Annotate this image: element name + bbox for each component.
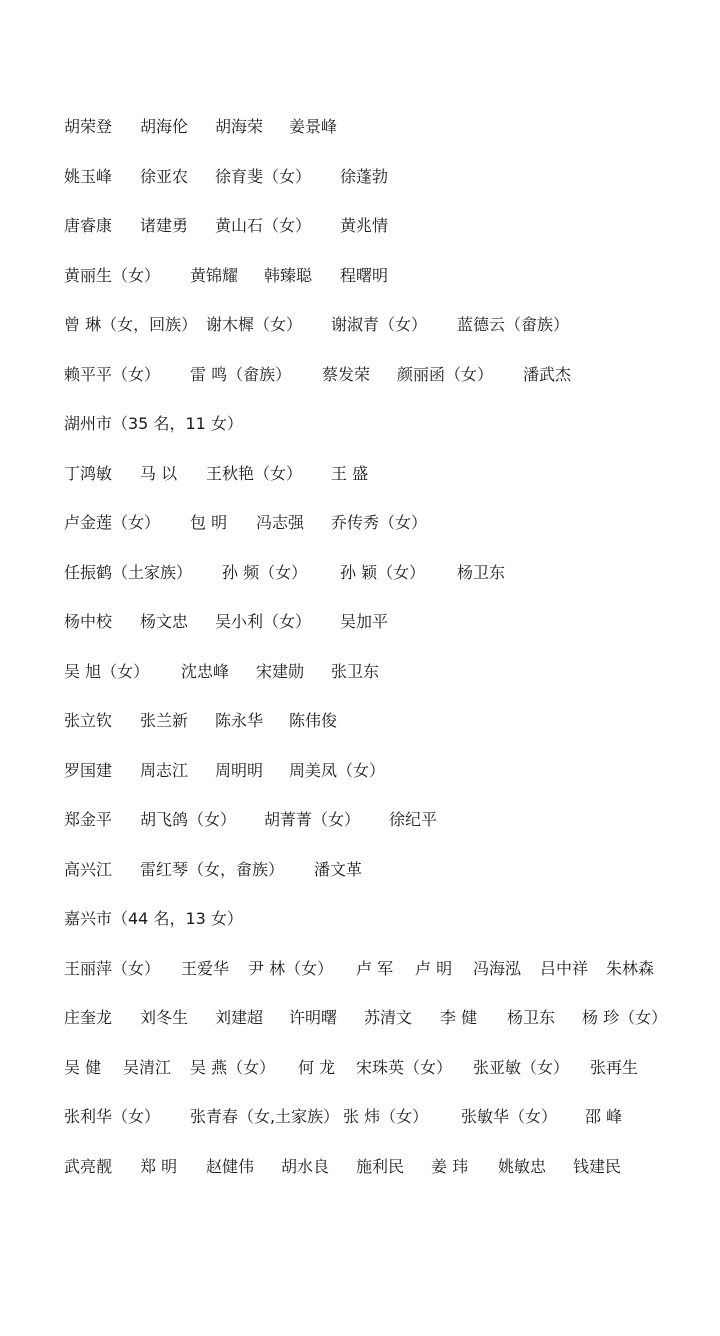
section-heading-line [0,907,720,931]
person-name: 陈伟俊 [289,711,338,730]
name-list-line [0,709,720,733]
person-name: 王爱华 [181,959,230,978]
person-name: 乔传秀（女） [331,513,428,532]
person-name: 何 龙 [298,1058,336,1077]
name-list-line [0,214,720,238]
section-heading: 湖州市（35 名，11 女） [64,414,243,433]
person-name: 陈永华 [215,711,264,730]
person-name: 诸建勇 [140,216,189,235]
person-name: 丁鸿敏 [64,464,113,483]
person-name: 姜景峰 [289,117,338,136]
person-name: 黄锦耀 [190,266,239,285]
person-name: 孙 颖（女） [340,563,426,582]
person-name: 潘武杰 [523,365,572,384]
person-name: 卢金莲（女） [64,513,161,532]
person-name: 张兰新 [140,711,189,730]
person-name: 高兴江 [64,860,113,879]
person-name: 朱林森 [606,959,655,978]
person-name: 吴 旭（女） [64,662,150,681]
name-list-line [0,511,720,535]
person-name: 郑 明 [140,1157,178,1176]
person-name: 胡海荣 [215,117,264,136]
name-list-line [0,808,720,832]
person-name: 赖平平（女） [64,365,161,384]
person-name: 韩臻聪 [264,266,313,285]
person-name: 李 健 [440,1008,478,1027]
person-name: 刘建超 [215,1008,264,1027]
name-list-line [0,957,720,981]
person-name: 钱建民 [573,1157,622,1176]
person-name: 胡飞鸽（女） [140,810,237,829]
name-list-line [0,1155,720,1179]
person-name: 王 盛 [331,464,369,483]
name-list-line [0,115,720,139]
person-name: 罗国建 [64,761,113,780]
person-name: 王丽萍（女） [64,959,161,978]
person-name: 许明曙 [289,1008,338,1027]
person-name: 胡水良 [281,1157,330,1176]
person-name: 胡荣登 [64,117,113,136]
section-heading-line [0,412,720,436]
name-list-line [0,1105,720,1129]
person-name: 徐纪平 [389,810,438,829]
person-name: 孙 频（女） [222,563,308,582]
person-name: 徐亚农 [140,167,189,186]
person-name: 姚玉峰 [64,167,113,186]
person-name: 徐蓬勃 [340,167,389,186]
person-name: 蔡发荣 [322,365,371,384]
person-name: 雷红琴（女，畲族） [140,860,285,879]
person-name: 胡海伦 [140,117,189,136]
person-name: 武亮靓 [64,1157,113,1176]
person-name: 吴小利（女） [215,612,312,631]
person-name: 周美凤（女） [289,761,386,780]
name-list-line [0,660,720,684]
person-name: 周志江 [140,761,189,780]
person-name: 冯志强 [256,513,305,532]
person-name: 杨中校 [64,612,113,631]
person-name: 徐育斐（女） [215,167,312,186]
name-list-line [0,264,720,288]
name-list-line [0,610,720,634]
person-name: 马 以 [140,464,178,483]
person-name: 冯海泓 [473,959,522,978]
person-name: 雷 鸣（畲族） [190,365,292,384]
person-name: 黄兆情 [340,216,389,235]
person-name: 包 明 [190,513,228,532]
person-name: 吴加平 [340,612,389,631]
name-list-line [0,561,720,585]
person-name: 任振鹤（土家族） [64,563,193,582]
person-name: 施利民 [356,1157,405,1176]
person-name: 尹 林（女） [248,959,334,978]
section-heading: 嘉兴市（44 名，13 女） [64,909,243,928]
person-name: 刘冬生 [140,1008,189,1027]
person-name: 颜丽函（女） [397,365,494,384]
person-name: 张敏华（女） [461,1107,558,1126]
name-list-line [0,858,720,882]
person-name: 宋建勋 [256,662,305,681]
person-name: 张卫东 [331,662,380,681]
person-name: 姚敏忠 [498,1157,547,1176]
person-name: 杨文忠 [140,612,189,631]
person-name: 谢淑青（女） [331,315,428,334]
person-name: 吴清江 [123,1058,172,1077]
person-name: 沈忠峰 [181,662,230,681]
person-name: 曾 琳（女，回族） [64,315,198,334]
person-name: 杨 珍（女） [582,1008,668,1027]
person-name: 杨卫东 [457,563,506,582]
person-name: 谢木樨（女） [206,315,303,334]
person-name: 庄奎龙 [64,1008,113,1027]
person-name: 宋珠英（女） [356,1058,453,1077]
name-list-line [0,363,720,387]
person-name: 程曙明 [340,266,389,285]
person-name: 胡菁菁（女） [264,810,361,829]
name-list-line [0,165,720,189]
person-name: 唐睿康 [64,216,113,235]
person-name: 卢 军 [356,959,394,978]
name-list-line [0,1056,720,1080]
person-name: 张再生 [590,1058,639,1077]
person-name: 吴 健 [64,1058,102,1077]
person-name: 杨卫东 [507,1008,556,1027]
person-name: 苏清文 [364,1008,413,1027]
name-list-line [0,462,720,486]
person-name: 张利华（女） [64,1107,161,1126]
person-name: 吴 燕（女） [190,1058,276,1077]
person-name: 郑金平 [64,810,113,829]
person-name: 蓝德云（畲族） [457,315,570,334]
person-name: 黄山石（女） [215,216,312,235]
person-name: 黄丽生（女） [64,266,161,285]
person-name: 潘文革 [314,860,363,879]
person-name: 张青春（女,土家族） [190,1107,340,1126]
person-name: 张 炜（女） [343,1107,429,1126]
person-name: 王秋艳（女） [206,464,303,483]
name-list-line [0,313,720,337]
person-name: 邵 峰 [585,1107,623,1126]
person-name: 赵健伟 [206,1157,255,1176]
person-name: 周明明 [215,761,264,780]
person-name: 张亚敏（女） [473,1058,570,1077]
person-name: 卢 明 [415,959,453,978]
person-name: 姜 玮 [431,1157,469,1176]
person-name: 张立钦 [64,711,113,730]
person-name: 吕中祥 [540,959,589,978]
name-list-line [0,1006,720,1030]
name-list-line [0,759,720,783]
